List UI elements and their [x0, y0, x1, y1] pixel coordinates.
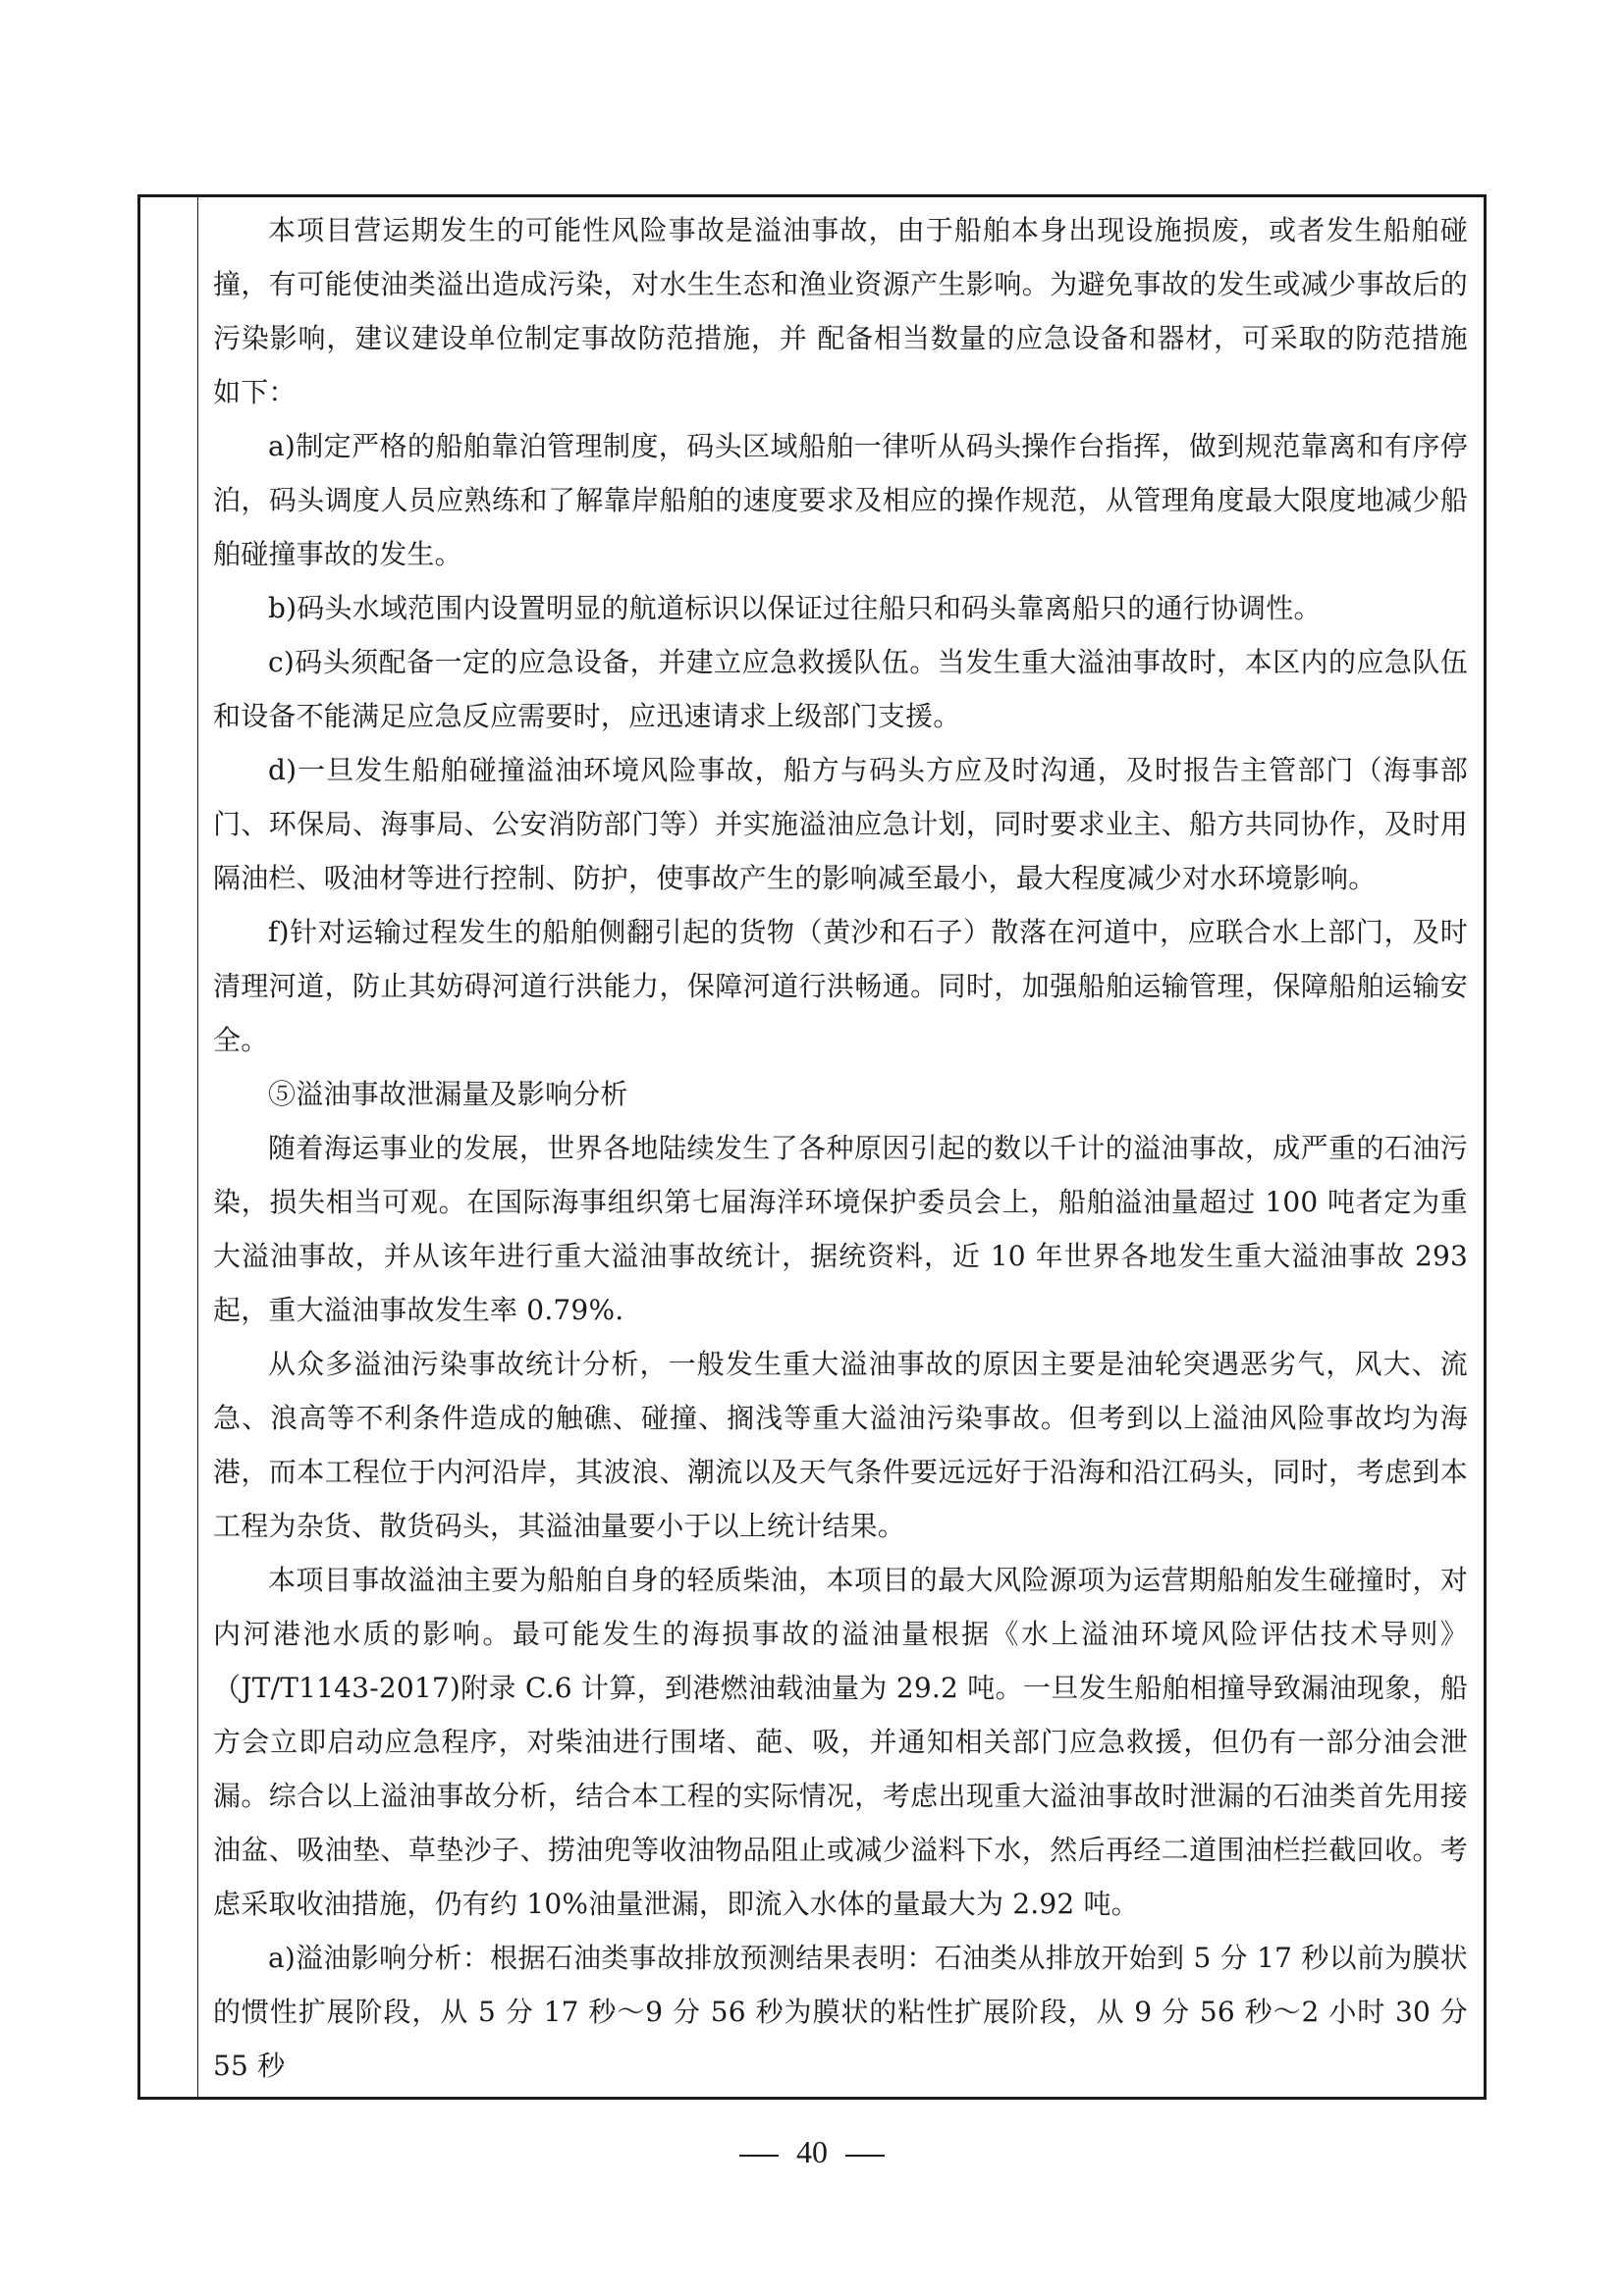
- paragraph-cause-analysis: 从众多溢油污染事故统计分析，一般发生重大溢油事故的原因主要是油轮突遇恶劣气，风大、流急、浪高等不利条件造成的触礁、碰撞、搁浅等重大溢油污染事故。但考到以上溢油风险事故均为海港，而本工程位于内河沿岸，其波浪、潮流以及天气条件要远远好于沿海和沿江码头，同时，考虑到本工程为杂货、散货码头，其溢油量要小于以上统计结果。: [213, 1348, 1468, 1542]
- paragraph-measure-a: a)制定严格的船舶靠泊管理制度，码头区域船舶一律听从码头操作台指挥，做到规范靠离和有序停泊，码头调度人员应熟练和了解靠岸船舶的速度要求及相应的操作规范，从管理角度最大限度地减少船舶碰撞事故的发生。: [213, 430, 1468, 570]
- paragraph-measure-c: c)码头须配备一定的应急设备，并建立应急救援队伍。当发生重大溢油事故时，本区内的应急队伍和设备不能满足应急反应需要时，应迅速请求上级部门支援。: [213, 646, 1468, 732]
- paragraph-measure-f: f)针对运输过程发生的船舶侧翻引起的货物（黄沙和石子）散落在河道中，应联合水上部门，及时清理河道，防止其妨碍河道行洪能力，保障河道行洪畅通。同时，加强船舶运输管理，保障船舶运输安全。: [213, 916, 1468, 1056]
- section-heading-oil-spill-analysis: ⑤溢油事故泄漏量及影响分析: [268, 1078, 628, 1110]
- footer-dash-left: [739, 2155, 779, 2157]
- page-number: 40: [796, 2134, 828, 2169]
- page-footer: [0, 2132, 1624, 2171]
- table-label-column: [140, 197, 198, 2097]
- paragraph-measure-d: d)一旦发生船舶碰撞溢油环境风险事故，船方与码头方应及时沟通，及时报告主管部门（海事部门、环保局、海事局、公安消防部门等）并实施溢油应急计划，同时要求业主、船方共同协作，及时用隔油栏、吸油材等进行控制、防护，使事故产生的影响减至最小，最大程度减少对水环境影响。: [213, 754, 1468, 894]
- paragraph-measure-b: b)码头水域范围内设置明显的航道标识以保证过往船只和码头靠离船只的通行协调性。: [268, 592, 1322, 624]
- paragraph-impact-analysis: a)溢油影响分析：根据石油类事故排放预测结果表明：石油类从排放开始到 5 分 17 秒以前为膜状的惯性扩展阶段，从 5 分 17 秒～9 分 56 秒为膜状的粘性扩展阶段，从 9 分 56 秒～2 小时 30 分 55 秒: [213, 1942, 1468, 2082]
- paragraph-global-statistics: 随着海运事业的发展，世界各地陆续发生了各种原因引起的数以千计的溢油事故，成严重的石油污染，损失相当可观。在国际海事组织第七届海洋环境保护委员会上，船舶溢油量超过 100 吨者定为重大溢油事故，并从该年进行重大溢油事故统计，据统资料，近 10 年世界各地发生重大溢油事故 293 起，重大溢油事故发生率 0.79%.: [213, 1132, 1468, 1326]
- paragraph-spill-quantity: 本项目事故溢油主要为船舶自身的轻质柴油，本项目的最大风险源项为运营期船舶发生碰撞时，对内河港池水质的影响。最可能发生的海损事故的溢油量根据《水上溢油环境风险评估技术导则》（JT/T1143-2017)附录 C.6 计算，到港燃油载油量为 29.2 吨。一旦发生船舶相撞导致漏油现象，船方会立即启动应急程序，对柴油进行围堵、葩、吸，并通知相关部门应急救援，但仍有一部分油会泄漏。综合以上溢油事故分析，结合本工程的实际情况，考虑出现重大溢油事故时泄漏的石油类首先用接油盆、吸油垫、草垫沙子、捞油兜等收油物品阻止或减少溢料下水，然后再经二道围油栏拦截回收。考虑采取收油措施，仍有约 10%油量泄漏，即流入水体的量最大为 2.92 吨。: [213, 1564, 1468, 1920]
- paragraph-risk-intro: 本项目营运期发生的可能性风险事故是溢油事故，由于船舶本身出现设施损废，或者发生船舶碰撞，有可能使油类溢出造成污染，对水生生态和渔业资源产生影响。为避免事故的发生或减少事故后的污染影响，建议建设单位制定事故防范措施，并 配备相当数量的应急设备和器材，可采取的防范措施如下：: [213, 214, 1468, 408]
- content-table-frame: [137, 194, 1487, 2100]
- table-content-cell: [213, 197, 1468, 2097]
- footer-dash-right: [845, 2155, 885, 2157]
